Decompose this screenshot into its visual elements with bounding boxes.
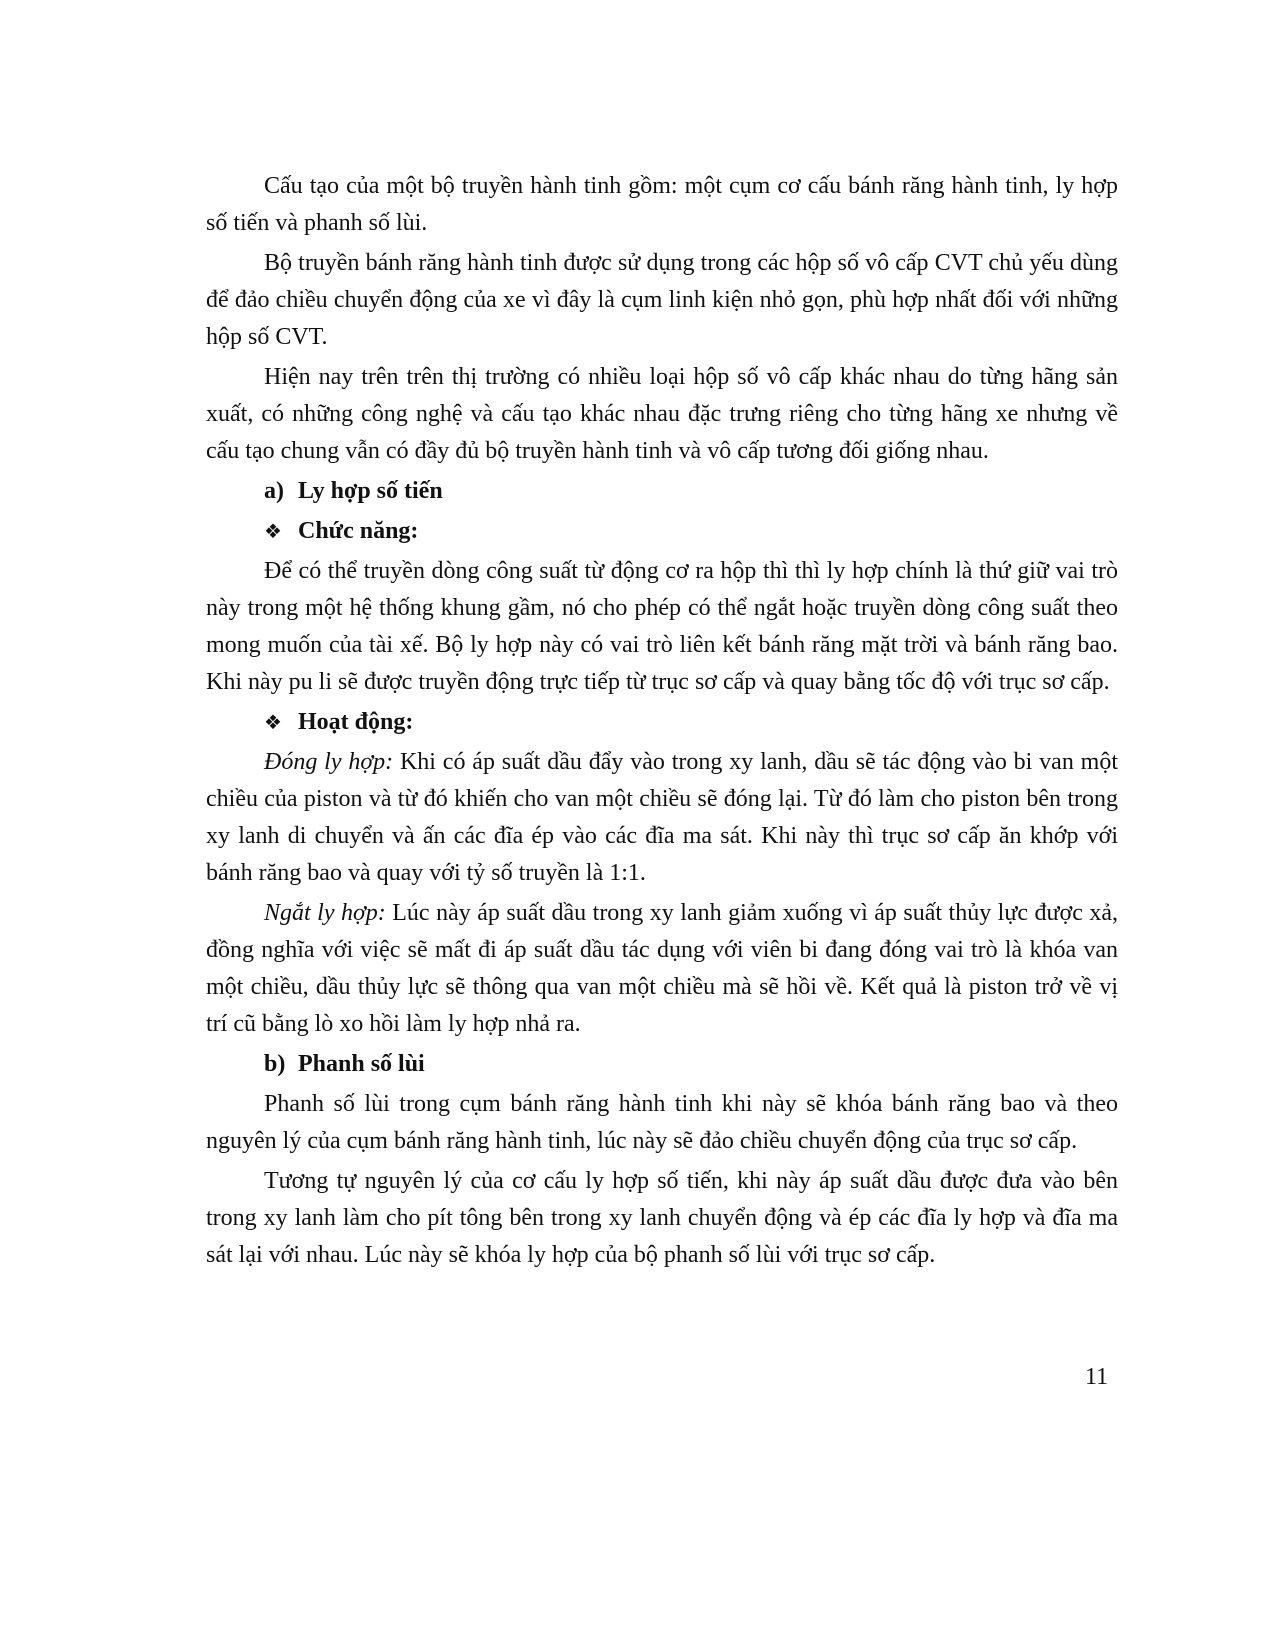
diamond-bullet-icon: ❖ — [264, 519, 282, 543]
heading-marker-b: b) — [264, 1051, 286, 1077]
heading-title-operation: Hoạt động: — [298, 709, 414, 735]
paragraph-clutch-engage — [206, 744, 1118, 892]
paragraph-structure-intro: Cấu tạo của một bộ truyền hành tinh gồm: một cụm cơ cấu bánh răng hành tinh, ly hợp số tiến và phanh số lùi. — [206, 173, 1118, 236]
paragraph-cvt-market: Hiện nay trên trên thị trường có nhiều loại hộp số vô cấp khác nhau do từng hãng sản xuất, có những công nghệ và cấu tạo khác nhau đặc trưng riêng cho từng hãng xe nhưng về cấu tạo chung vẫn có đầy đủ bộ truyền hành tinh và vô cấp tương đối giống nhau. — [206, 364, 1118, 464]
heading-title-forward-clutch: Ly hợp số tiến — [298, 478, 443, 504]
heading-reverse-brake — [264, 1046, 1118, 1083]
label-clutch-engage: Đóng ly hợp: — [264, 749, 394, 775]
paragraph-planetary-gear-usage: Bộ truyền bánh răng hành tinh được sử dụng trong các hộp số vô cấp CVT chủ yếu dùng để đảo chiều chuyển động của xe vì đây là cụm linh kiện nhỏ gọn, phù hợp nhất đối với những hộp số CVT. — [206, 250, 1118, 350]
page-number: 11 — [1085, 1364, 1109, 1390]
text-clutch-disengage: Lúc này áp suất dầu trong xy lanh giảm xuống vì áp suất thủy lực được xả, đồng nghĩa với việc sẽ mất đi áp suất dầu tác dụng với viên bi đang đóng vai trò là khóa van một chiều, dầu thủy lực sẽ thông qua van một chiều mà sẽ hồi về. Kết quả là piston trở về vị trí cũ bằng lò xo hồi làm ly hợp nhả ra. — [206, 900, 1118, 1037]
heading-forward-clutch — [264, 473, 1118, 510]
document-body — [206, 168, 1118, 1277]
label-clutch-disengage: Ngắt ly hợp: — [264, 900, 386, 926]
heading-function — [264, 513, 1118, 550]
heading-title-reverse-brake: Phanh số lùi — [298, 1051, 425, 1077]
diamond-bullet-icon: ❖ — [264, 710, 282, 734]
heading-operation — [264, 704, 1118, 741]
paragraph-clutch-disengage — [206, 895, 1118, 1043]
heading-marker-a: a) — [264, 478, 284, 504]
text-clutch-engage: Khi có áp suất dầu đẩy vào trong xy lanh, dầu sẽ tác động vào bi van một chiều của piston và từ đó khiến cho van một chiều sẽ đóng lại. Từ đó làm cho piston bên trong xy lanh di chuyển và ấn các đĩa ép vào các đĩa ma sát. Khi này thì trục sơ cấp ăn khớp với bánh răng bao và quay với tỷ số truyền là 1:1. — [206, 749, 1118, 886]
heading-title-function: Chức năng: — [298, 518, 419, 544]
paragraph-reverse-brake: Phanh số lùi trong cụm bánh răng hành tinh khi này sẽ khóa bánh răng bao và theo nguyên lý của cụm bánh răng hành tinh, lúc này sẽ đảo chiều chuyển động của trục sơ cấp. — [206, 1091, 1118, 1154]
paragraph-clutch-function: Để có thể truyền dòng công suất từ động cơ ra hộp thì thì ly hợp chính là thứ giữ vai trò này trong một hệ thống khung gầm, nó cho phép có thể ngắt hoặc truyền dòng công suất theo mong muốn của tài xế. Bộ ly hợp này có vai trò liên kết bánh răng mặt trời và bánh răng bao. Khi này pu li sẽ được truyền động trực tiếp từ trục sơ cấp và quay bằng tốc độ với trục sơ cấp. — [206, 558, 1118, 695]
paragraph-reverse-brake-principle: Tương tự nguyên lý của cơ cấu ly hợp số tiến, khi này áp suất dầu được đưa vào bên trong xy lanh làm cho pít tông bên trong xy lanh chuyển động và ép các đĩa ly hợp và đĩa ma sát lại với nhau. Lúc này sẽ khóa ly hợp của bộ phanh số lùi với trục sơ cấp. — [206, 1168, 1118, 1268]
